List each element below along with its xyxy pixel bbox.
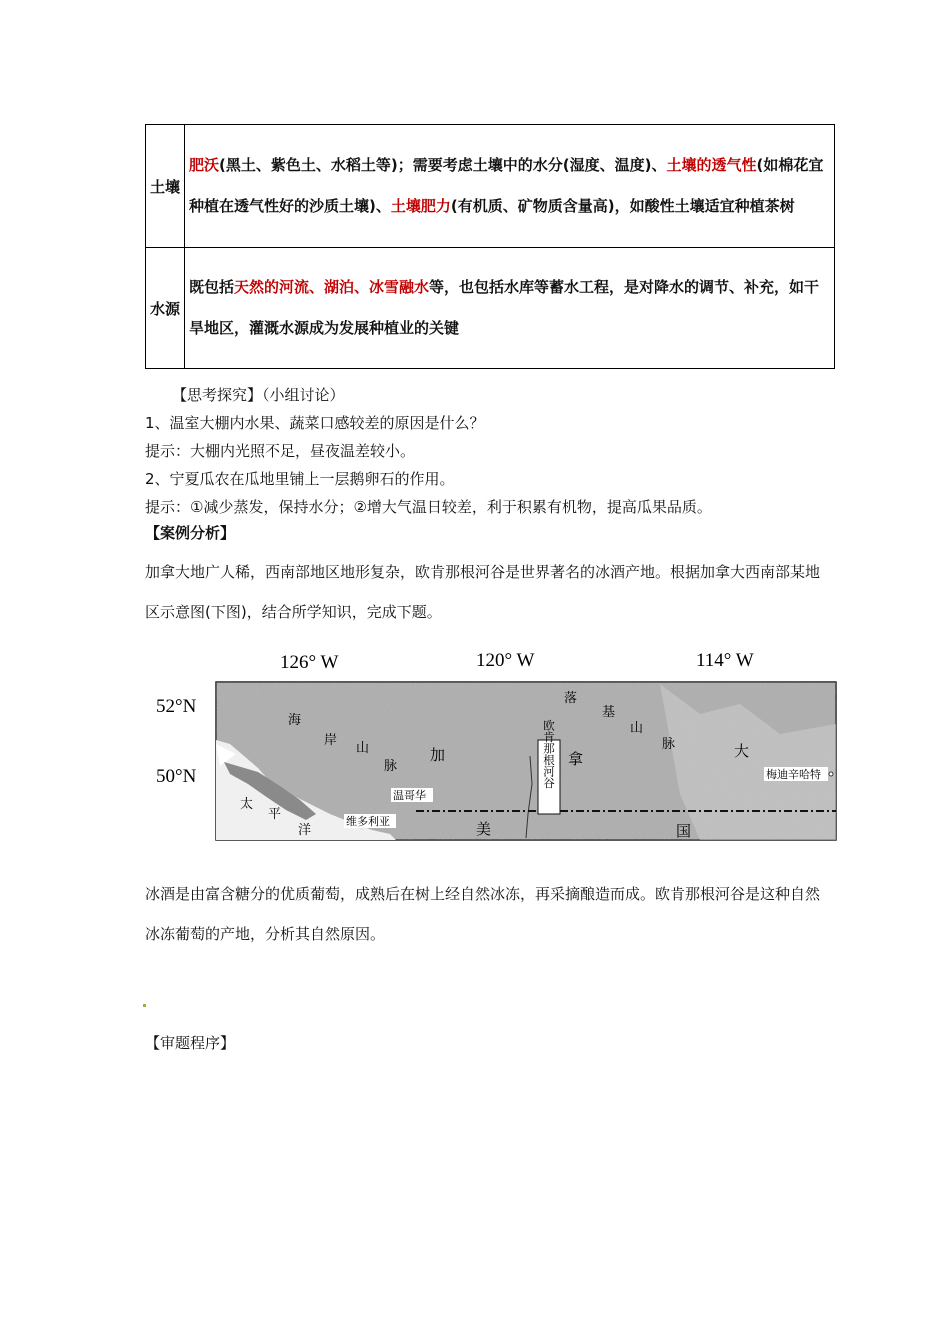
map-label-tai: 太 — [240, 797, 254, 812]
soil-text-4: (如棉花宜种植在透气性好的沙质土壤)、 — [189, 156, 824, 215]
map-figure — [140, 644, 840, 844]
lat-50-label: 50°N — [156, 766, 197, 787]
map-frame — [216, 682, 836, 840]
map-label-ji: 基 — [602, 705, 616, 720]
speck-mark — [143, 1004, 146, 1007]
water-text-2: 天然的河流、湖泊、冰雪融水 — [234, 278, 430, 296]
question-2: 2、宁夏瓜农在瓜地里铺上一层鹅卵石的作用。 — [145, 470, 455, 488]
case-title: 【案例分析】 — [145, 524, 236, 542]
map-label-an: 岸 — [324, 733, 338, 748]
water-label: 水源 — [146, 248, 185, 369]
soil-content — [185, 125, 835, 248]
map-label-shan2: 山 — [630, 721, 644, 736]
map-label-mei: 美 — [476, 820, 492, 838]
review-title: 【审题程序】 — [145, 1034, 236, 1052]
soil-text-5: 土壤肥力 — [390, 197, 451, 215]
lon-114-label: 114° W — [696, 650, 754, 671]
case-question: 冰酒是由富含糖分的优质葡萄，成熟后在树上经自然冰冻，再采摘酿造而成。欧肯那根河谷是这种自然冰冻葡萄的产地，分析其自然原因。 — [145, 885, 821, 943]
lon-120-label: 120° W — [476, 650, 535, 671]
soil-text-6: (有机质、矿物质含量高)，如酸性土壤适宜种植茶树 — [450, 197, 795, 215]
map-label-guo: 国 — [676, 822, 692, 840]
map-label-jia: 加 — [430, 746, 446, 764]
map-label-yang: 洋 — [298, 823, 312, 838]
map-label-da: 大 — [734, 742, 750, 760]
map-label-hai: 海 — [288, 713, 302, 728]
map-label-medicine-hat: 梅迪辛哈特 — [766, 768, 821, 781]
case-intro: 加拿大地广人稀，西南部地区地形复杂，欧肯那根河谷是世界著名的冰酒产地。根据加拿大西南部某地区示意图(下图)，结合所学知识，完成下题。 — [145, 563, 821, 621]
map-label-vancouver: 温哥华 — [393, 789, 426, 802]
map-label-valley: 欧肯那根河谷 — [542, 719, 556, 789]
hint-1: 提示：大棚内光照不足，昼夜温差较小。 — [145, 442, 416, 460]
map-label-shan1: 山 — [356, 741, 370, 756]
lon-126-label: 126° W — [280, 652, 339, 673]
map-label-victoria: 维多利亚 — [346, 815, 390, 828]
factors-table — [145, 124, 835, 369]
map-label-ping: 平 — [268, 807, 282, 822]
soil-text-1: 肥沃 — [189, 156, 220, 174]
lat-52-label: 52°N — [156, 696, 197, 717]
think-title: 【思考探究】（小组讨论） — [172, 386, 345, 404]
soil-text-2: (黑土、紫色土、水稻土等)；需要考虑土壤中的水分(湿度、温度)、 — [219, 156, 667, 174]
map-label-na: 拿 — [568, 750, 584, 768]
water-content — [185, 248, 835, 369]
city-dot — [829, 772, 833, 776]
water-text-1: 既包括 — [189, 278, 235, 296]
soil-label: 土壤 — [146, 125, 185, 248]
table-row — [146, 125, 835, 248]
hint-2: 提示：①减少蒸发，保持水分；②增大气温日较差，利于积累有机物，提高瓜果品质。 — [145, 498, 712, 516]
table-row — [146, 248, 835, 369]
water-text-3: 等，也包括水库等蓄水工程，是对降水的调节、补充，如干旱地区，灌溉水源成为发展种植业的关键 — [189, 278, 820, 337]
map-label-luo: 落 — [564, 691, 578, 706]
question-1: 1、温室大棚内水果、蔬菜口感较差的原因是什么？ — [145, 414, 485, 432]
map-label-mai2: 脉 — [662, 737, 676, 752]
soil-text-3: 土壤的透气性 — [666, 156, 757, 174]
map-label-mai1: 脉 — [384, 759, 398, 774]
